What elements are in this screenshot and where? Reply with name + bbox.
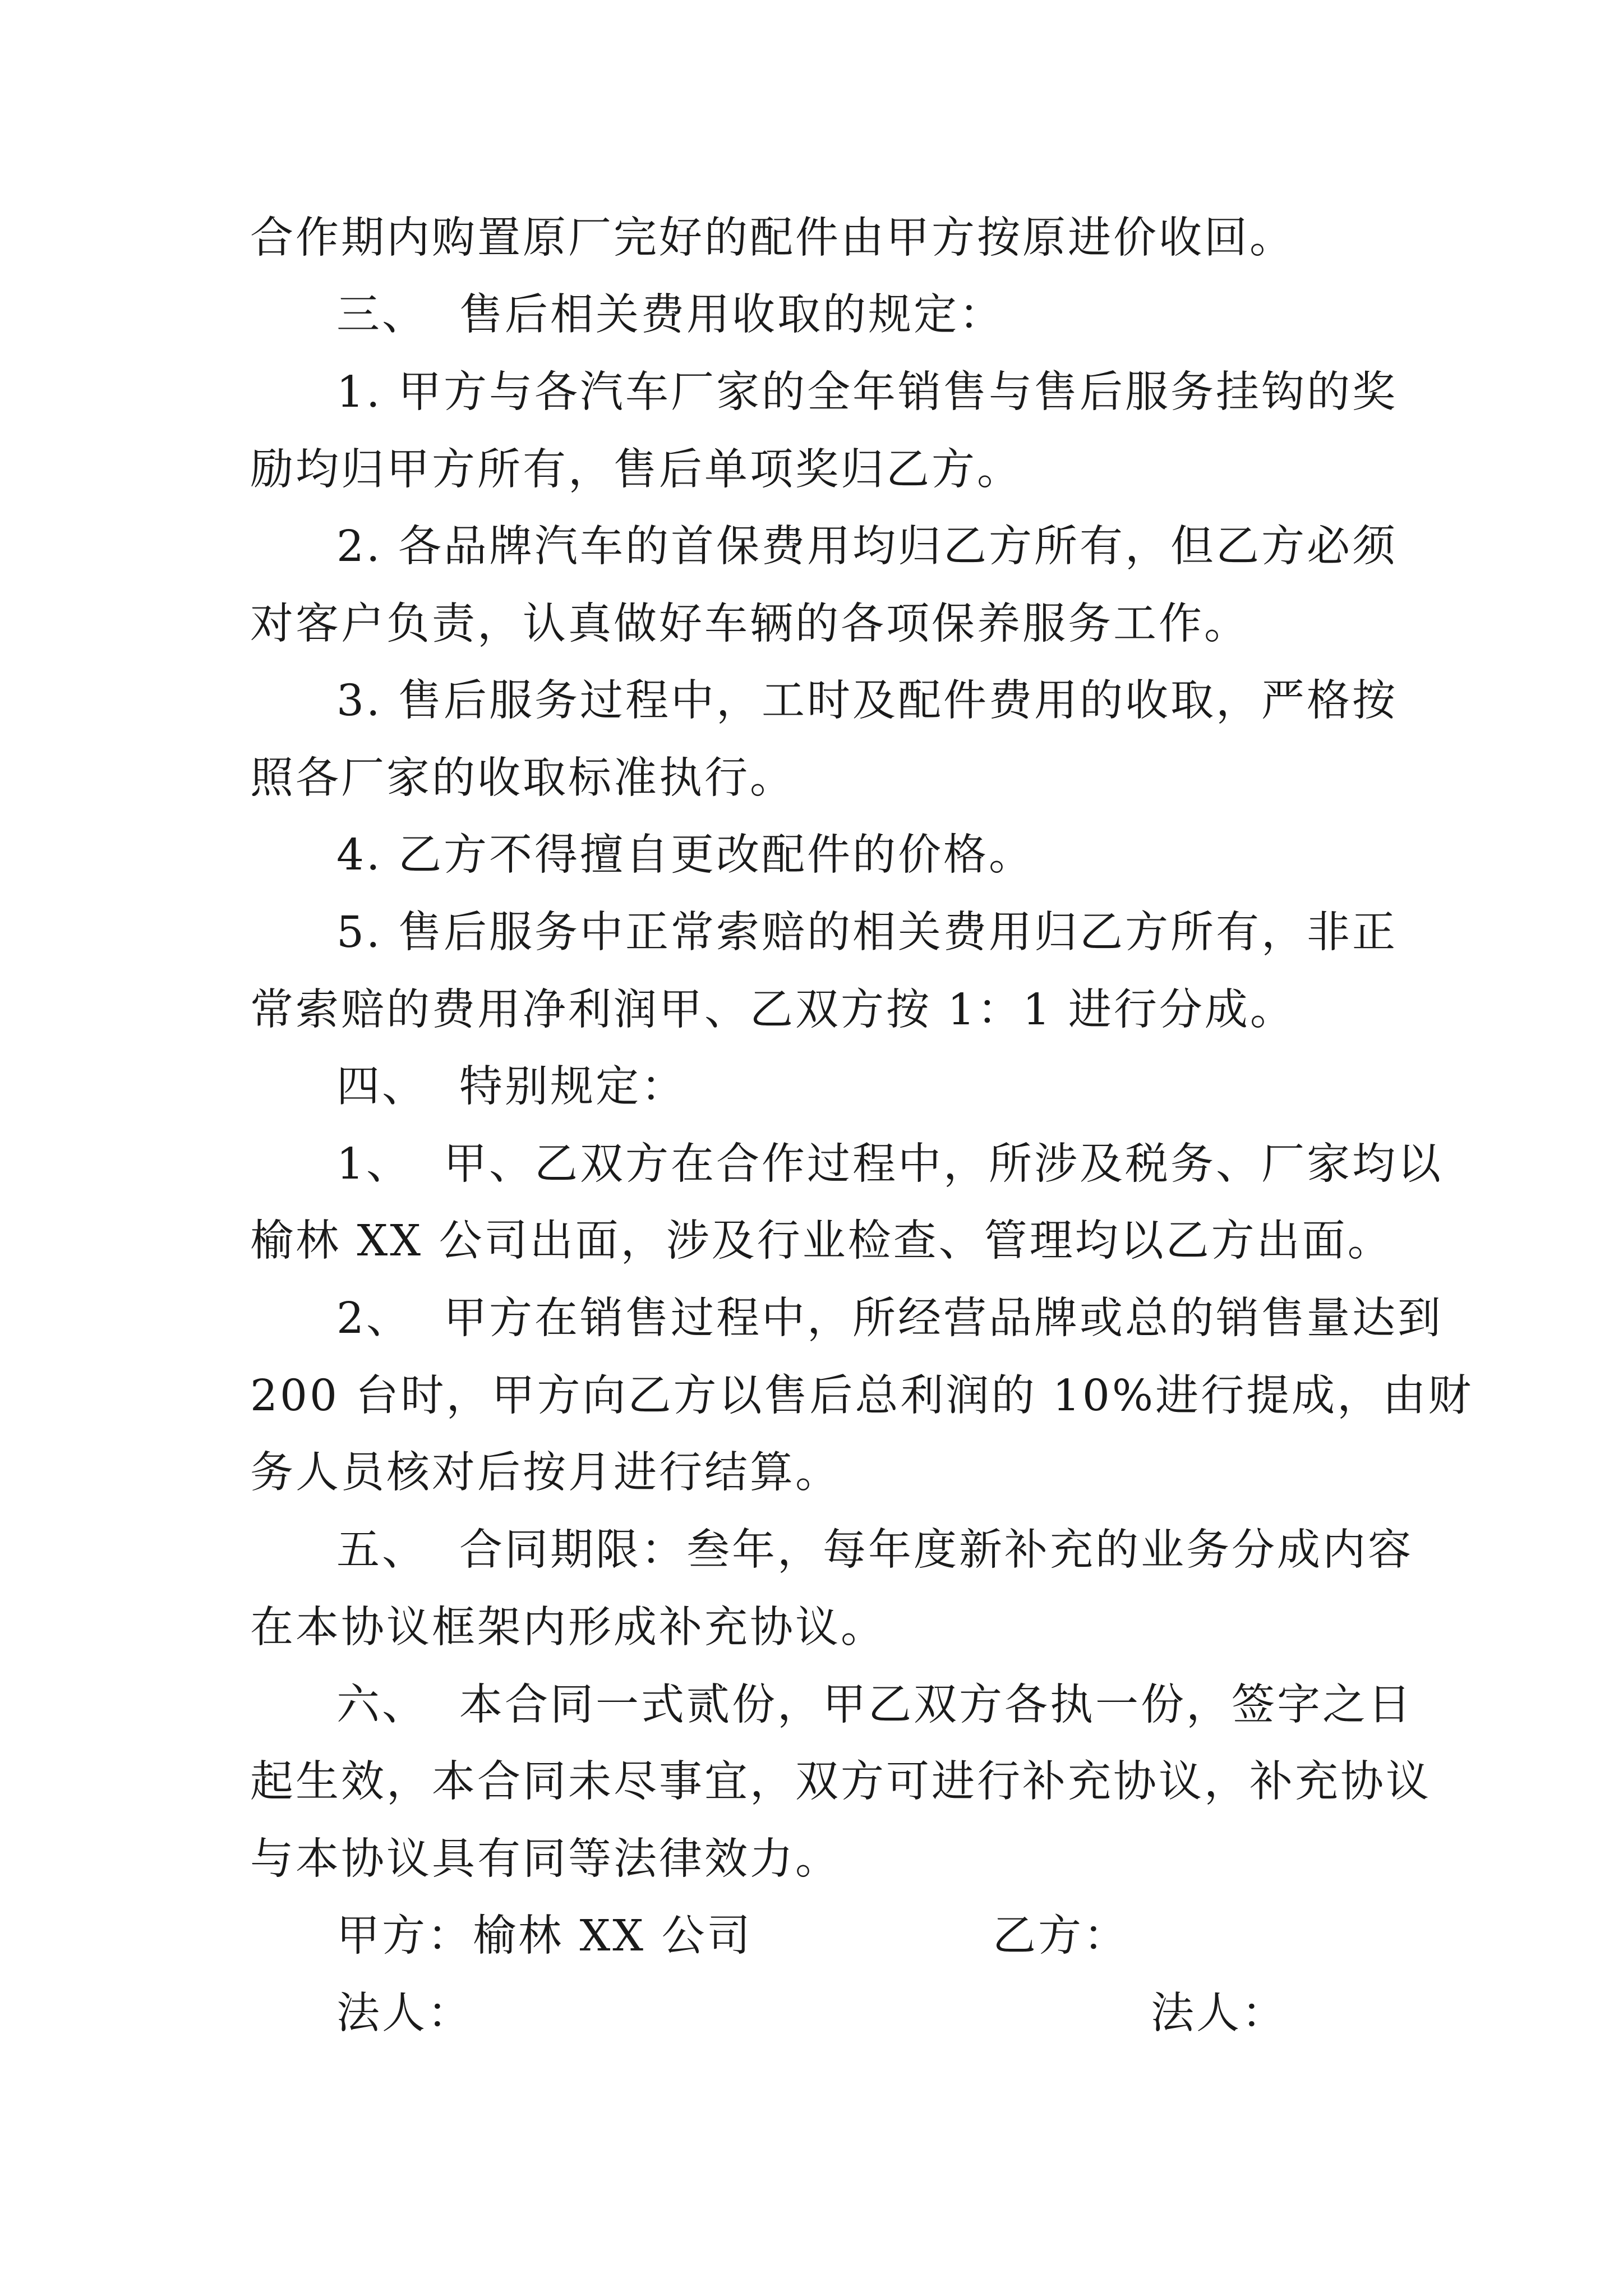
paragraph-line: 4. 乙方不得擅自更改配件的价格。 [336,830,1034,880]
paragraph-line: 对客户负责，认真做好车辆的各项保养服务工作。 [250,599,1249,649]
paragraph-line: 2. 各品牌汽车的首保费用均归乙方所有，但乙方必须 [336,522,1398,572]
paragraph-line: 2、 甲方在销售过程中，所经营品牌或总的销售量达到 [336,1294,1443,1343]
paragraph-line: 与本协议具有同等法律效力。 [250,1834,841,1884]
paragraph-line: 在本协议框架内形成补充协议。 [250,1603,886,1653]
paragraph-line: 励均归甲方所有，售后单项奖归乙方。 [250,445,1022,495]
section-heading: 四、 特别规定： [336,1062,686,1112]
legal-rep-a-label: 法人： [336,1989,473,2039]
section-heading: 六、 本合同一式贰份，甲乙双方各执一份，签字之日 [336,1680,1413,1730]
paragraph-line: 务人员核对后按月进行结算。 [250,1448,841,1498]
paragraph-line: 合作期内购置原厂完好的配件由甲方按原进价收回。 [250,213,1295,263]
party-b-label: 乙方： [993,1911,1129,1961]
section-heading: 五、 合同期限：叁年，每年度新补充的业务分成内容 [336,1525,1413,1575]
paragraph-line: 常索赔的费用净利润甲、乙双方按 1：1 进行分成。 [250,985,1295,1035]
paragraph-line: 1. 甲方与各汽车厂家的全年销售与售后服务挂钩的奖 [336,367,1398,417]
paragraph-line: 照各厂家的收取标准执行。 [250,753,795,803]
paragraph-line: 起生效，本合同未尽事宜，双方可进行补充协议，补充协议 [250,1757,1431,1807]
paragraph-line: 200 台时，甲方向乙方以售后总利润的 10%进行提成，由财 [250,1371,1474,1421]
paragraph-line: 5. 售后服务中正常索赔的相关费用归乙方所有，非正 [336,908,1398,958]
party-a-label: 甲方：榆林 XX 公司 [336,1911,753,1961]
legal-rep-b-label: 法人： [1151,1989,1287,2039]
paragraph-line: 3. 售后服务过程中，工时及配件费用的收取，严格按 [336,676,1398,726]
paragraph-line: 1、 甲、乙双方在合作过程中，所涉及税务、厂家均以 [336,1139,1443,1189]
section-heading: 三、 售后相关费用收取的规定： [336,290,1004,340]
paragraph-line: 榆林 XX 公司出面，涉及行业检查、管理均以乙方出面。 [250,1216,1393,1266]
